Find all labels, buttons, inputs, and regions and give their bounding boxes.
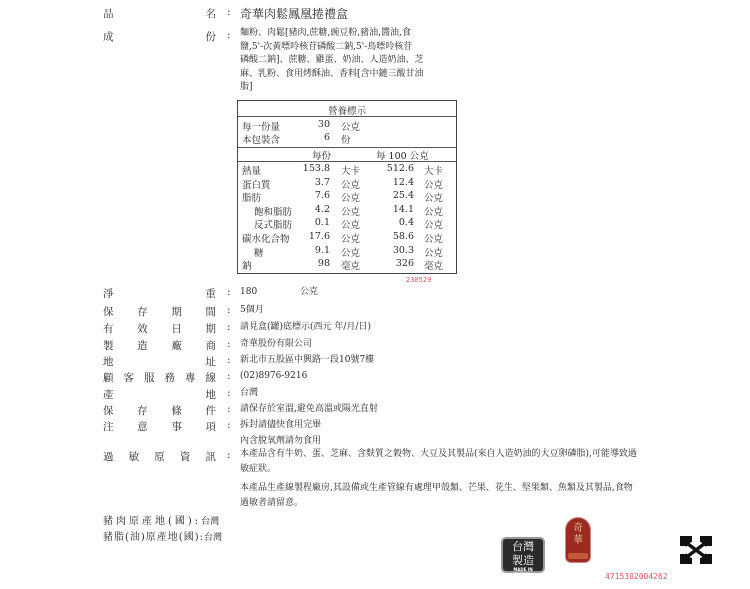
per-100g-value: 0.4 bbox=[398, 217, 414, 229]
label-char: 期 bbox=[171, 306, 182, 318]
allergen-line: 過敏者請留意。 bbox=[240, 498, 304, 508]
info-value: 台灣 bbox=[240, 388, 259, 398]
divider bbox=[238, 116, 456, 117]
info-value-line2: 內含脫氧劑請勿食用 bbox=[240, 436, 322, 446]
colon: : bbox=[227, 304, 231, 316]
ingredients-line: 麻、乳粉、食用烤酥油、香料[含中鏈三酸甘油 bbox=[240, 68, 424, 79]
version-code: 230529 bbox=[406, 276, 432, 284]
label-char: 品 bbox=[103, 8, 114, 20]
info-label bbox=[103, 321, 216, 336]
ingredients-line: 脂] bbox=[240, 82, 253, 92]
label-char: 造 bbox=[137, 340, 148, 352]
label-char: 敏 bbox=[128, 451, 140, 463]
per-serving-value: 0.1 bbox=[314, 217, 330, 229]
per-serving-value: 153.8 bbox=[302, 163, 330, 174]
label-char: 存 bbox=[137, 405, 148, 417]
info-value: (02)8976-9216 bbox=[240, 371, 308, 381]
serving-size-label: 每一份量 bbox=[242, 122, 281, 133]
brand-char: 華 bbox=[573, 535, 583, 546]
servings-label: 本包裝含 bbox=[242, 135, 281, 146]
per-100g-value: 512.6 bbox=[386, 163, 414, 174]
per-serving-unit: 公克 bbox=[341, 220, 361, 232]
nutrient-name: 脂肪 bbox=[242, 193, 262, 205]
per-100g-unit: 公克 bbox=[424, 179, 444, 191]
label-char: 保 bbox=[103, 306, 114, 318]
info-value: 請保存於室溫,避免高溫或陽光直射 bbox=[240, 404, 378, 414]
label-char: 地 bbox=[205, 389, 216, 401]
label-char: 址 bbox=[205, 356, 216, 368]
lard-origin bbox=[103, 528, 222, 543]
mit-text-cn: 製造 bbox=[512, 554, 534, 567]
ingredients-line: 麵粉、肉鬆[豬肉,蔗糖,豌豆粉,豬油,醬油,食 bbox=[240, 28, 411, 38]
per-100g-unit: 公克 bbox=[424, 234, 444, 245]
per-100g-value: 12.4 bbox=[392, 176, 414, 188]
label-char: 廠 bbox=[171, 340, 182, 352]
colon: : bbox=[227, 286, 231, 298]
col-per-100g: 每 100 公克 bbox=[376, 151, 429, 162]
label-char: 服 bbox=[144, 372, 155, 384]
serving-size-value: 30 bbox=[317, 119, 330, 130]
label-char: 間 bbox=[205, 306, 216, 318]
info-value: 請見盒(罐)底標示(西元 年/月/日) bbox=[240, 322, 371, 332]
colon: : bbox=[227, 370, 231, 382]
lard-origin-label: 豬脂(油)原產地(國): bbox=[103, 532, 204, 543]
info-unit: 公克 bbox=[300, 287, 319, 297]
nutrient-name: 糖 bbox=[254, 247, 264, 259]
label-char: 成 bbox=[103, 31, 114, 43]
pork-origin bbox=[103, 512, 219, 527]
allergen-line: 本產品生產線製程廠房,其設備或生產管線有處理甲殼類、芒果、花生、堅果類、魚類及其製品,食物 bbox=[240, 483, 633, 493]
label-char: 顧 bbox=[103, 372, 114, 384]
label-char: 原 bbox=[154, 451, 165, 463]
lard-origin-value: 台灣 bbox=[203, 533, 222, 543]
product-name: 奇華肉鬆鳳凰捲禮盒 bbox=[240, 7, 349, 21]
info-value: 新北市五股區中興路一段10號7樓 bbox=[240, 355, 375, 365]
label-char: 務 bbox=[164, 372, 175, 384]
info-label bbox=[103, 403, 216, 418]
label-char: 效 bbox=[137, 323, 148, 335]
info-label bbox=[103, 338, 216, 353]
info-label bbox=[103, 354, 216, 369]
label-char: 注 bbox=[103, 421, 114, 433]
per-serving-value: 7.6 bbox=[314, 190, 330, 202]
nutrient-name: 蛋白質 bbox=[242, 179, 271, 191]
label-char: 存 bbox=[137, 306, 148, 318]
per-100g-value: 14.1 bbox=[392, 203, 414, 215]
servings-unit: 份 bbox=[341, 135, 351, 146]
per-serving-unit: 公克 bbox=[341, 179, 361, 191]
label-char: 資 bbox=[179, 451, 191, 463]
per-serving-value: 9.1 bbox=[314, 244, 330, 256]
per-100g-unit: 公克 bbox=[424, 247, 444, 259]
label-char: 名 bbox=[205, 8, 216, 20]
info-value: 奇華股份有限公司 bbox=[240, 339, 313, 349]
allergen-text bbox=[240, 447, 710, 511]
info-value: 180 bbox=[240, 287, 258, 297]
per-serving-unit: 公克 bbox=[341, 247, 361, 259]
per-100g-unit: 公克 bbox=[424, 220, 444, 232]
label-char: 線 bbox=[205, 372, 216, 384]
per-serving-value: 3.7 bbox=[314, 176, 330, 188]
per-100g-value: 25.4 bbox=[392, 190, 414, 202]
label-char: 保 bbox=[103, 405, 114, 417]
info-value: 5個月 bbox=[240, 305, 264, 315]
ingredients-line: 磷酸二鈉]、蔗糖、雞蛋、奶油、人造奶油、芝 bbox=[240, 55, 424, 65]
product-name-label bbox=[103, 6, 216, 21]
allergen-line: 敏症狀。 bbox=[240, 464, 277, 474]
info-label bbox=[103, 419, 216, 434]
nutrient-name: 鈉 bbox=[242, 261, 252, 273]
per-serving-unit: 大卡 bbox=[341, 166, 361, 177]
nutrient-name: 反式脂肪 bbox=[254, 220, 293, 232]
per-serving-unit: 公克 bbox=[341, 234, 361, 245]
brand-logo-base bbox=[568, 553, 588, 559]
label-char: 件 bbox=[205, 405, 216, 417]
label-char: 淨 bbox=[103, 288, 114, 300]
per-100g-value: 30.3 bbox=[392, 244, 414, 256]
label-char: 有 bbox=[103, 323, 114, 335]
ingredients-line: 鹽,5'-次黃嘌呤核苷磷酸二鈉,5'-鳥嘌呤核苷 bbox=[240, 41, 413, 52]
nutrient-name: 飽和脂肪 bbox=[254, 206, 293, 218]
servings-value: 6 bbox=[323, 132, 330, 143]
mit-text-cn: 台灣 bbox=[512, 540, 534, 553]
label-char: 日 bbox=[171, 323, 182, 335]
brand-logo bbox=[565, 517, 591, 563]
info-label bbox=[103, 387, 216, 402]
ingredients-label bbox=[103, 29, 216, 44]
per-100g-value: 326 bbox=[395, 258, 414, 270]
label-char: 重 bbox=[205, 288, 216, 300]
label-char: 客 bbox=[123, 372, 134, 384]
label-char: 意 bbox=[137, 421, 148, 433]
per-serving-value: 4.2 bbox=[314, 203, 330, 215]
colon: : bbox=[227, 6, 231, 18]
label-char: 項 bbox=[205, 421, 216, 433]
nutrient-name: 碳水化合物 bbox=[242, 234, 290, 245]
barcode-number: 4715302004262 bbox=[605, 572, 668, 581]
label-char: 地 bbox=[103, 356, 114, 368]
label-char: 專 bbox=[185, 372, 196, 384]
colon: : bbox=[227, 419, 231, 431]
label-char: 商 bbox=[205, 340, 216, 352]
mit-text-en: MADE IN bbox=[513, 567, 533, 572]
nutrition-title: 營養標示 bbox=[327, 106, 366, 117]
colon: : bbox=[227, 387, 231, 399]
label-char: 訊 bbox=[205, 451, 216, 463]
colon: : bbox=[227, 338, 231, 350]
per-100g-value: 58.6 bbox=[392, 231, 414, 242]
mit-text-en: TAIWAN bbox=[514, 572, 532, 577]
info-label bbox=[103, 304, 216, 319]
info-value: 拆封請儘快食用完畢 bbox=[240, 420, 322, 430]
info-label bbox=[103, 286, 216, 301]
allergen-label bbox=[103, 449, 216, 464]
colon: : bbox=[227, 354, 231, 366]
allergen-line: 本產品含有牛奶、蛋、芝麻、含麩質之穀物、大豆及其製品(來自人造奶油的大豆卵磷脂),可能導致過 bbox=[240, 449, 637, 459]
per-serving-value: 98 bbox=[317, 258, 330, 270]
label-char: 製 bbox=[103, 340, 114, 352]
per-serving-unit: 毫克 bbox=[341, 261, 361, 273]
per-serving-value: 17.6 bbox=[308, 231, 330, 242]
brand-char: 奇 bbox=[573, 523, 583, 534]
recycle-icon bbox=[678, 534, 714, 566]
nutrient-name: 熱量 bbox=[242, 166, 262, 177]
per-100g-unit: 公克 bbox=[424, 206, 444, 218]
divider bbox=[238, 161, 456, 162]
label-char: 事 bbox=[171, 421, 182, 433]
per-serving-unit: 公克 bbox=[341, 193, 361, 205]
label-char: 產 bbox=[103, 389, 114, 401]
colon: : bbox=[227, 321, 231, 333]
nutrition-table bbox=[237, 100, 457, 274]
serving-size-unit: 公克 bbox=[341, 122, 361, 133]
pork-origin-value: 台灣 bbox=[201, 517, 220, 527]
made-in-taiwan-logo bbox=[501, 537, 545, 577]
colon: : bbox=[227, 449, 231, 461]
colon: : bbox=[227, 403, 231, 415]
per-100g-unit: 毫克 bbox=[424, 261, 444, 273]
pork-origin-label: 豬肉原產地(國): bbox=[103, 516, 202, 527]
col-per-serving: 每份 bbox=[312, 151, 332, 162]
colon: : bbox=[227, 29, 231, 41]
label-char: 份 bbox=[205, 31, 216, 43]
label-char: 期 bbox=[205, 323, 216, 335]
label-char: 過 bbox=[103, 451, 114, 463]
label-char: 條 bbox=[171, 405, 182, 417]
per-serving-unit: 公克 bbox=[341, 206, 361, 218]
ingredients-text bbox=[240, 27, 424, 95]
per-100g-unit: 公克 bbox=[424, 193, 444, 205]
info-label bbox=[103, 370, 216, 385]
per-100g-unit: 大卡 bbox=[424, 166, 444, 177]
